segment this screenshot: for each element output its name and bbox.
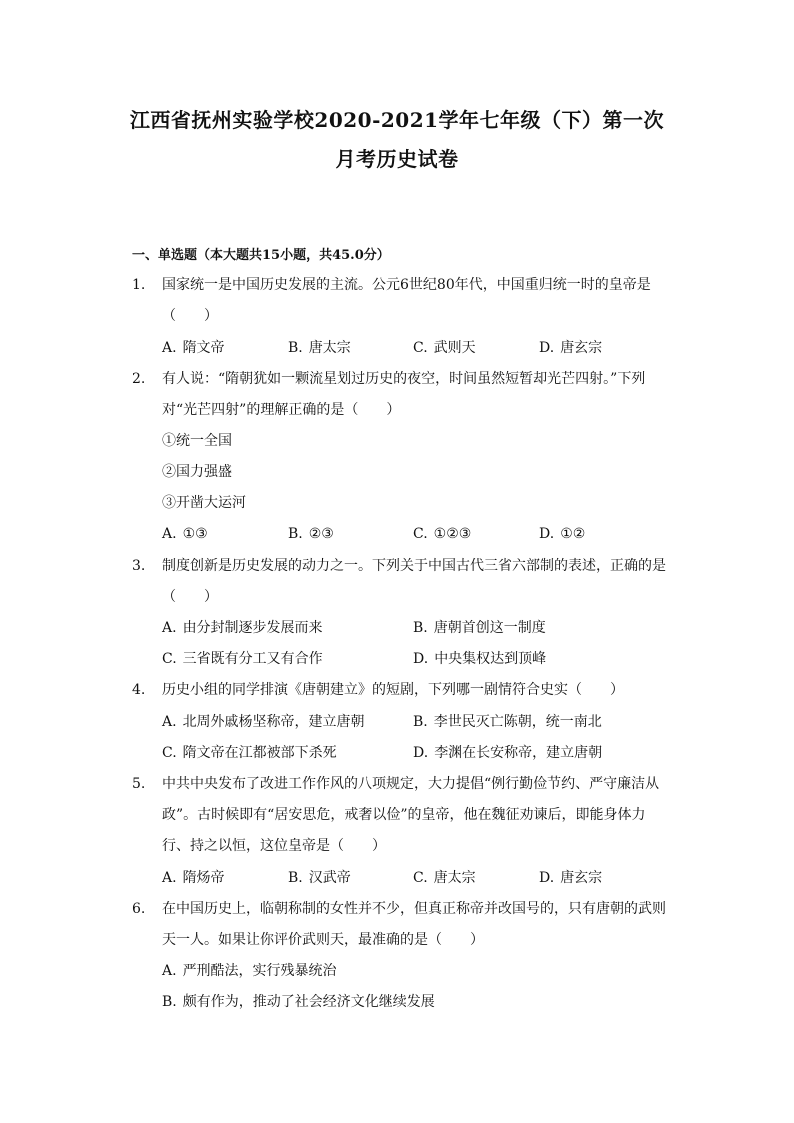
- option-d: [539, 339, 602, 357]
- option-text: ①②: [560, 526, 586, 542]
- option-letter: C.: [413, 870, 428, 886]
- option-a: [162, 525, 208, 543]
- option-letter: D.: [539, 340, 555, 356]
- option-b: [413, 713, 602, 731]
- option-d: [413, 744, 602, 762]
- option-text: 由分封制逐步发展而来: [182, 620, 323, 636]
- option-text: 隋文帝: [182, 340, 225, 356]
- question-text-line: 政”。古时候即有“居安思危，戒奢以俭”的皇帝，他在魏征劝谏后，即能身体力: [162, 807, 646, 823]
- option-text: 唐玄宗: [560, 870, 603, 886]
- option-text: 唐朝首创这一制度: [433, 620, 546, 636]
- option-text: ①③: [182, 526, 208, 542]
- option-text: 严刑酷法，实行残暴统治: [182, 963, 337, 979]
- option-a: [162, 869, 225, 887]
- question-number: 3.: [132, 558, 146, 574]
- question-text-line: 历史小组的同学排演《唐朝建立》的短剧，下列哪一剧情符合史实（ ）: [162, 682, 624, 698]
- option-text: 李渊在长安称帝，建立唐朝: [434, 745, 603, 761]
- option-b: [288, 339, 351, 357]
- question-text-line: （ ）: [162, 308, 218, 324]
- option-letter: D.: [413, 745, 429, 761]
- question-number: 1.: [132, 277, 146, 293]
- option-letter: A.: [162, 620, 177, 636]
- question-number: 6.: [132, 901, 146, 917]
- option-letter: A.: [162, 714, 177, 730]
- option-d: [539, 525, 585, 543]
- option-d: [539, 869, 602, 887]
- option-letter: B.: [413, 714, 428, 730]
- statement-2: ②国力强盛: [162, 464, 232, 480]
- option-letter: A.: [162, 340, 177, 356]
- question-text-line: 在中国历史上，临朝称制的女性并不少，但真正称帝并改国号的，只有唐朝的武则: [162, 901, 666, 917]
- exam-title-line-2: 月考历史试卷: [335, 147, 459, 171]
- option-letter: B.: [413, 620, 428, 636]
- option-letter: A.: [162, 870, 177, 886]
- option-text: 三省既有分工又有合作: [182, 651, 323, 667]
- option-b: [288, 525, 334, 543]
- option-letter: C.: [413, 340, 428, 356]
- question-text-line: 中共中央发布了改进工作作风的八项规定，大力提倡“例行勤俭节约、严守廉洁从: [162, 776, 660, 792]
- option-c: [413, 869, 476, 887]
- option-letter: C.: [162, 651, 177, 667]
- option-a: [162, 713, 365, 731]
- option-letter: A.: [162, 526, 177, 542]
- question-text-line: 有人说：“隋朝犹如一颗流星划过历史的夜空，时间虽然短暂却光芒四射。”下列: [162, 371, 646, 387]
- question-text-line: 制度创新是历史发展的动力之一。下列关于中国古代三省六部制的表述，正确的是: [162, 558, 666, 574]
- option-text: 武则天: [433, 340, 476, 356]
- option-text: 中央集权达到顶峰: [434, 651, 547, 667]
- option-text: 唐太宗: [308, 340, 351, 356]
- option-letter: A.: [162, 963, 177, 979]
- option-text: 汉武帝: [308, 870, 351, 886]
- question-text-line: 天一人。如果让你评价武则天，最准确的是（ ）: [162, 932, 484, 948]
- option-text: ②③: [308, 526, 334, 542]
- option-letter: D.: [539, 526, 555, 542]
- option-b: [413, 619, 546, 637]
- section-heading: 一、单选题（本大题共15小题，共45.0分）: [132, 248, 390, 263]
- option-letter: B.: [288, 870, 303, 886]
- option-a: [162, 962, 337, 980]
- option-letter: C.: [162, 745, 177, 761]
- option-a: [162, 339, 225, 357]
- option-text: 隋文帝在江都被部下杀死: [182, 745, 337, 761]
- question-number: 2.: [132, 371, 146, 387]
- question-number: 4.: [132, 682, 146, 698]
- exam-title-line-1: 江西省抚州实验学校2020-2021学年七年级（下）第一次: [129, 108, 665, 132]
- option-text: 唐玄宗: [560, 340, 603, 356]
- option-letter: B.: [288, 526, 303, 542]
- question-text-line: 国家统一是中国历史发展的主流。公元6世纪80年代，中国重归统一时的皇帝是: [162, 277, 651, 293]
- question-number: 5.: [132, 776, 146, 792]
- option-letter: B.: [288, 340, 303, 356]
- option-d: [413, 650, 546, 668]
- question-text-line: 行、持之以恒，这位皇帝是（ ）: [162, 838, 386, 854]
- option-text: 隋炀帝: [182, 870, 225, 886]
- question-text-line: （ ）: [162, 589, 218, 605]
- option-letter: D.: [413, 651, 429, 667]
- option-c: [413, 525, 471, 543]
- option-letter: C.: [413, 526, 428, 542]
- option-c: [162, 650, 323, 668]
- option-letter: D.: [539, 870, 555, 886]
- option-text: 北周外戚杨坚称帝，建立唐朝: [182, 714, 365, 730]
- statement-1: ①统一全国: [162, 433, 232, 449]
- option-c: [162, 744, 337, 762]
- option-text: ①②③: [433, 526, 472, 542]
- statement-3: ③开凿大运河: [162, 495, 246, 511]
- option-text: 李世民灭亡陈朝，统一南北: [433, 714, 602, 730]
- option-text: 唐太宗: [433, 870, 476, 886]
- option-c: [413, 339, 476, 357]
- option-b: [162, 993, 435, 1011]
- option-letter: B.: [162, 994, 177, 1010]
- question-text-line: 对“光芒四射”的理解正确的是（ ）: [162, 402, 401, 418]
- option-text: 颇有作为，推动了社会经济文化继续发展: [182, 994, 435, 1010]
- option-a: [162, 619, 323, 637]
- option-b: [288, 869, 351, 887]
